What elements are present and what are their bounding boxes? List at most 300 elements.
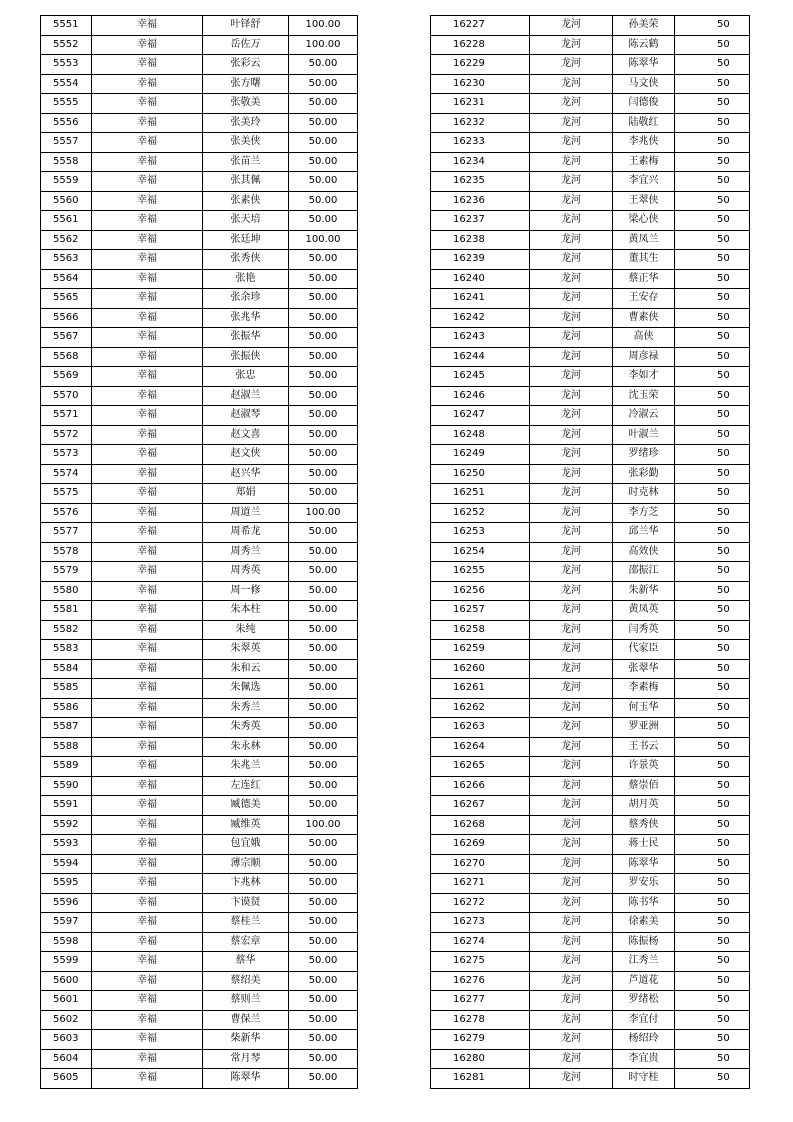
amount-cell: 50 [675,718,750,738]
table-row [431,698,750,718]
record-number-cell: 5555 [41,94,92,114]
amount-cell: 50.00 [289,737,358,757]
place-name-cell: 幸福 [92,16,203,36]
place-name-cell: 幸福 [92,308,203,328]
place-name-cell: 龙河 [530,776,613,796]
table-row [41,971,358,991]
record-number-cell: 16229 [431,55,530,75]
table-row [431,620,750,640]
person-name-cell: 朱佩选 [203,679,289,699]
record-number-cell: 16250 [431,464,530,484]
place-name-cell: 龙河 [530,113,613,133]
person-name-cell: 张廷坤 [203,230,289,250]
record-number-cell: 5590 [41,776,92,796]
table-row [41,952,358,972]
record-number-cell: 16271 [431,874,530,894]
place-name-cell: 幸福 [92,932,203,952]
person-name-cell: 张苗兰 [203,152,289,172]
place-name-cell: 幸福 [92,757,203,777]
table-row [431,815,750,835]
table-row [431,1069,750,1089]
record-number-cell: 5580 [41,581,92,601]
person-name-cell: 芦道花 [613,971,675,991]
record-number-cell: 5596 [41,893,92,913]
place-name-cell: 龙河 [530,893,613,913]
roster-table-right [430,15,750,1089]
amount-cell: 50.00 [289,445,358,465]
place-name-cell: 幸福 [92,874,203,894]
place-name-cell: 幸福 [92,952,203,972]
table-row [431,308,750,328]
person-name-cell: 张余珍 [203,289,289,309]
amount-cell: 50.00 [289,796,358,816]
amount-cell: 50.00 [289,854,358,874]
record-number-cell: 5565 [41,289,92,309]
amount-cell: 50.00 [289,698,358,718]
amount-cell: 50.00 [289,94,358,114]
amount-cell: 50 [675,367,750,387]
amount-cell: 50.00 [289,425,358,445]
record-number-cell: 16235 [431,172,530,192]
place-name-cell: 幸福 [92,445,203,465]
person-name-cell: 张其佩 [203,172,289,192]
place-name-cell: 幸福 [92,640,203,660]
person-name-cell: 蔡绍美 [203,971,289,991]
place-name-cell: 龙河 [530,815,613,835]
amount-cell: 50 [675,601,750,621]
place-name-cell: 幸福 [92,854,203,874]
place-name-cell: 幸福 [92,835,203,855]
amount-cell: 50 [675,971,750,991]
place-name-cell: 龙河 [530,640,613,660]
record-number-cell: 5581 [41,601,92,621]
record-number-cell: 16261 [431,679,530,699]
table-row [431,269,750,289]
person-name-cell: 柴新华 [203,1030,289,1050]
place-name-cell: 龙河 [530,1010,613,1030]
amount-cell: 100.00 [289,503,358,523]
person-name-cell: 陈翠华 [203,1069,289,1089]
place-name-cell: 龙河 [530,367,613,387]
table-row [41,835,358,855]
table-row [431,94,750,114]
record-number-cell: 5559 [41,172,92,192]
table-row [431,776,750,796]
place-name-cell: 幸福 [92,991,203,1011]
table-row [431,289,750,309]
person-name-cell: 朱秀兰 [203,698,289,718]
table-row [41,737,358,757]
amount-cell: 50 [675,874,750,894]
place-name-cell: 龙河 [530,347,613,367]
amount-cell: 50.00 [289,1030,358,1050]
table-row [431,737,750,757]
record-number-cell: 16259 [431,640,530,660]
record-number-cell: 16249 [431,445,530,465]
place-name-cell: 幸福 [92,74,203,94]
record-number-cell: 5571 [41,406,92,426]
place-name-cell: 龙河 [530,386,613,406]
record-number-cell: 16258 [431,620,530,640]
record-number-cell: 16245 [431,367,530,387]
table-row [41,172,358,192]
amount-cell: 50.00 [289,211,358,231]
person-name-cell: 张秀侠 [203,250,289,270]
amount-cell: 50 [675,230,750,250]
person-name-cell: 朱纯 [203,620,289,640]
record-number-cell: 5574 [41,464,92,484]
person-name-cell: 杨绍玲 [613,1030,675,1050]
person-name-cell: 马文侠 [613,74,675,94]
record-number-cell: 5602 [41,1010,92,1030]
amount-cell: 50.00 [289,289,358,309]
amount-cell: 50.00 [289,581,358,601]
person-name-cell: 蔡则兰 [203,991,289,1011]
amount-cell: 50 [675,620,750,640]
place-name-cell: 龙河 [530,757,613,777]
person-name-cell: 蔡宏章 [203,932,289,952]
table-row [41,55,358,75]
place-name-cell: 龙河 [530,913,613,933]
record-number-cell: 5604 [41,1049,92,1069]
table-row [41,893,358,913]
person-name-cell: 曹保兰 [203,1010,289,1030]
amount-cell: 50 [675,250,750,270]
record-number-cell: 16281 [431,1069,530,1089]
person-name-cell: 张振华 [203,328,289,348]
place-name-cell: 幸福 [92,191,203,211]
person-name-cell: 高侠 [613,328,675,348]
record-number-cell: 5554 [41,74,92,94]
amount-cell: 50 [675,1049,750,1069]
place-name-cell: 龙河 [530,152,613,172]
person-name-cell: 左连红 [203,776,289,796]
amount-cell: 50 [675,640,750,660]
table-row [41,464,358,484]
place-name-cell: 幸福 [92,1030,203,1050]
amount-cell: 50 [675,659,750,679]
amount-cell: 50 [675,737,750,757]
amount-cell: 50 [675,932,750,952]
table-row [41,152,358,172]
person-name-cell: 代家臣 [613,640,675,660]
place-name-cell: 龙河 [530,562,613,582]
table-row [431,835,750,855]
place-name-cell: 幸福 [92,94,203,114]
person-name-cell: 冷淑云 [613,406,675,426]
person-name-cell: 徐素美 [613,913,675,933]
person-name-cell: 陈翠华 [613,55,675,75]
person-name-cell: 朱翠英 [203,640,289,660]
record-number-cell: 16257 [431,601,530,621]
record-number-cell: 5573 [41,445,92,465]
amount-cell: 50.00 [289,562,358,582]
record-number-cell: 16278 [431,1010,530,1030]
record-number-cell: 5567 [41,328,92,348]
table-row [41,347,358,367]
place-name-cell: 龙河 [530,952,613,972]
place-name-cell: 龙河 [530,679,613,699]
record-number-cell: 16228 [431,35,530,55]
table-row [41,679,358,699]
place-name-cell: 龙河 [530,250,613,270]
table-row [41,1049,358,1069]
person-name-cell: 岳佐万 [203,35,289,55]
table-row [41,386,358,406]
person-name-cell: 薄宗顺 [203,854,289,874]
table-row [431,718,750,738]
record-number-cell: 16247 [431,406,530,426]
table-row [431,152,750,172]
amount-cell: 50 [675,835,750,855]
amount-cell: 50 [675,757,750,777]
record-number-cell: 5556 [41,113,92,133]
table-row [431,425,750,445]
place-name-cell: 龙河 [530,35,613,55]
place-name-cell: 龙河 [530,971,613,991]
record-number-cell: 5583 [41,640,92,660]
person-name-cell: 陈振杨 [613,932,675,952]
person-name-cell: 罗绪珍 [613,445,675,465]
amount-cell: 50.00 [289,932,358,952]
amount-cell: 50 [675,698,750,718]
record-number-cell: 5563 [41,250,92,270]
place-name-cell: 幸福 [92,542,203,562]
table-row [431,874,750,894]
person-name-cell: 卞兆林 [203,874,289,894]
table-row [41,113,358,133]
record-number-cell: 5594 [41,854,92,874]
place-name-cell: 龙河 [530,601,613,621]
place-name-cell: 龙河 [530,737,613,757]
record-number-cell: 16264 [431,737,530,757]
record-number-cell: 16232 [431,113,530,133]
person-name-cell: 陆敬红 [613,113,675,133]
record-number-cell: 16274 [431,932,530,952]
amount-cell: 50.00 [289,757,358,777]
place-name-cell: 幸福 [92,133,203,153]
table-row [431,952,750,972]
table-row [431,893,750,913]
table-row [41,659,358,679]
table-row [431,562,750,582]
record-number-cell: 16234 [431,152,530,172]
record-number-cell: 16266 [431,776,530,796]
person-name-cell: 赵淑琴 [203,406,289,426]
table-row [41,601,358,621]
amount-cell: 50 [675,484,750,504]
record-number-cell: 16254 [431,542,530,562]
person-name-cell: 罗亚洲 [613,718,675,738]
place-name-cell: 幸福 [92,55,203,75]
record-number-cell: 16269 [431,835,530,855]
amount-cell: 50.00 [289,113,358,133]
table-row [431,640,750,660]
record-number-cell: 5553 [41,55,92,75]
table-row [431,679,750,699]
person-name-cell: 黄凤英 [613,601,675,621]
person-name-cell: 李方芝 [613,503,675,523]
record-number-cell: 5579 [41,562,92,582]
amount-cell: 50 [675,425,750,445]
place-name-cell: 龙河 [530,289,613,309]
place-name-cell: 龙河 [530,230,613,250]
record-number-cell: 5569 [41,367,92,387]
person-name-cell: 陈云鹤 [613,35,675,55]
place-name-cell: 幸福 [92,269,203,289]
record-number-cell: 5576 [41,503,92,523]
record-number-cell: 5564 [41,269,92,289]
place-name-cell: 龙河 [530,1049,613,1069]
table-row [431,250,750,270]
table-row [41,620,358,640]
person-name-cell: 罗绪松 [613,991,675,1011]
place-name-cell: 幸福 [92,386,203,406]
amount-cell: 50 [675,991,750,1011]
person-name-cell: 董其生 [613,250,675,270]
person-name-cell: 曹素侠 [613,308,675,328]
record-number-cell: 5588 [41,737,92,757]
place-name-cell: 幸福 [92,289,203,309]
table-row [431,230,750,250]
amount-cell: 50 [675,211,750,231]
place-name-cell: 龙河 [530,269,613,289]
place-name-cell: 龙河 [530,308,613,328]
record-number-cell: 5561 [41,211,92,231]
record-number-cell: 16233 [431,133,530,153]
place-name-cell: 幸福 [92,172,203,192]
table-row [41,698,358,718]
place-name-cell: 幸福 [92,581,203,601]
amount-cell: 50 [675,503,750,523]
table-row [431,1010,750,1030]
record-number-cell: 5552 [41,35,92,55]
person-name-cell: 赵兴华 [203,464,289,484]
record-number-cell: 5584 [41,659,92,679]
record-number-cell: 16256 [431,581,530,601]
person-name-cell: 李宜贵 [613,1049,675,1069]
person-name-cell: 朱永林 [203,737,289,757]
person-name-cell: 周秀兰 [203,542,289,562]
table-row [431,74,750,94]
record-number-cell: 5572 [41,425,92,445]
place-name-cell: 龙河 [530,74,613,94]
table-row [41,523,358,543]
table-row [41,991,358,1011]
person-name-cell: 李兆侠 [613,133,675,153]
person-name-cell: 孙美荣 [613,16,675,36]
amount-cell: 50 [675,1030,750,1050]
record-number-cell: 5600 [41,971,92,991]
amount-cell: 50.00 [289,250,358,270]
person-name-cell: 王素梅 [613,152,675,172]
amount-cell: 50.00 [289,601,358,621]
place-name-cell: 幸福 [92,659,203,679]
record-number-cell: 16267 [431,796,530,816]
amount-cell: 50 [675,952,750,972]
person-name-cell: 李素梅 [613,679,675,699]
table-row [41,1010,358,1030]
record-number-cell: 16246 [431,386,530,406]
person-name-cell: 张美侠 [203,133,289,153]
amount-cell: 50 [675,269,750,289]
person-name-cell: 沈玉荣 [613,386,675,406]
place-name-cell: 龙河 [530,718,613,738]
place-name-cell: 幸福 [92,484,203,504]
amount-cell: 50.00 [289,776,358,796]
amount-cell: 50 [675,445,750,465]
place-name-cell: 幸福 [92,152,203,172]
amount-cell: 50 [675,289,750,309]
amount-cell: 50 [675,796,750,816]
record-number-cell: 5595 [41,874,92,894]
amount-cell: 50 [675,893,750,913]
table-row [41,542,358,562]
record-number-cell: 5562 [41,230,92,250]
table-row [431,347,750,367]
record-number-cell: 16262 [431,698,530,718]
place-name-cell: 龙河 [530,854,613,874]
person-name-cell: 蔡华 [203,952,289,972]
amount-cell: 50 [675,464,750,484]
table-row [431,445,750,465]
place-name-cell: 幸福 [92,328,203,348]
person-name-cell: 梁心侠 [613,211,675,231]
amount-cell: 50 [675,308,750,328]
record-number-cell: 5597 [41,913,92,933]
table-row [431,523,750,543]
table-row [41,269,358,289]
person-name-cell: 王翠侠 [613,191,675,211]
person-name-cell: 何玉华 [613,698,675,718]
place-name-cell: 幸福 [92,913,203,933]
amount-cell: 50.00 [289,367,358,387]
place-name-cell: 龙河 [530,796,613,816]
person-name-cell: 周一修 [203,581,289,601]
amount-cell: 50 [675,776,750,796]
record-number-cell: 5587 [41,718,92,738]
table-row [431,913,750,933]
amount-cell: 100.00 [289,815,358,835]
person-name-cell: 江秀兰 [613,952,675,972]
amount-cell: 50 [675,679,750,699]
table-row [431,328,750,348]
record-number-cell: 16252 [431,503,530,523]
person-name-cell: 时克林 [613,484,675,504]
table-row [41,503,358,523]
place-name-cell: 幸福 [92,367,203,387]
amount-cell: 50.00 [289,347,358,367]
person-name-cell: 张素侠 [203,191,289,211]
person-name-cell: 周秀英 [203,562,289,582]
person-name-cell: 王书云 [613,737,675,757]
record-number-cell: 5557 [41,133,92,153]
amount-cell: 50.00 [289,893,358,913]
record-number-cell: 16240 [431,269,530,289]
place-name-cell: 龙河 [530,94,613,114]
table-row [41,562,358,582]
table-row [41,191,358,211]
record-number-cell: 5585 [41,679,92,699]
amount-cell: 50.00 [289,328,358,348]
person-name-cell: 王安存 [613,289,675,309]
table-row [41,328,358,348]
place-name-cell: 幸福 [92,971,203,991]
table-row [41,133,358,153]
table-row [41,367,358,387]
amount-cell: 50 [675,815,750,835]
amount-cell: 50.00 [289,952,358,972]
